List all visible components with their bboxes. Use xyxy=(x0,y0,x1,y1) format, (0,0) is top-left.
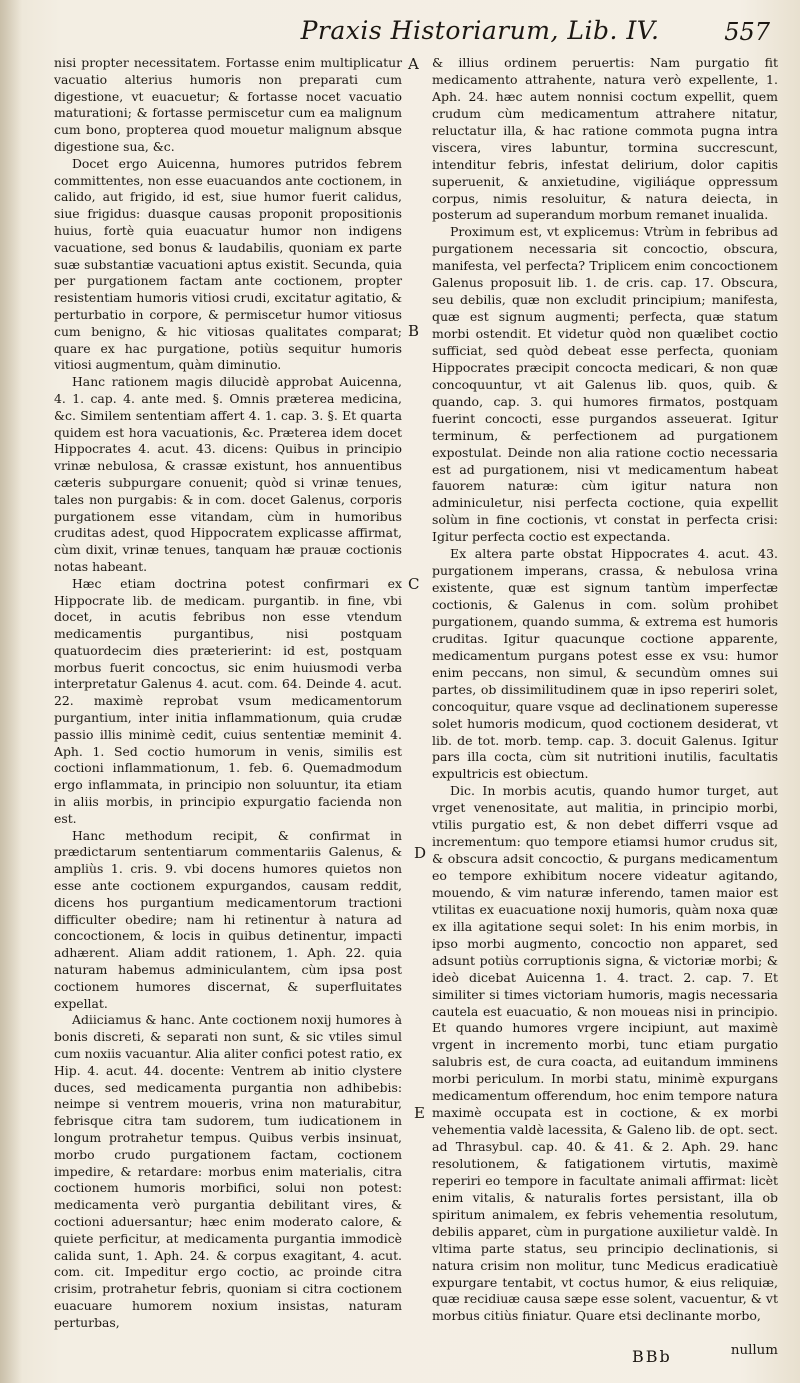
paragraph: Docet ergo Auicenna, humores putridos febrem committentes, non esse euacuandos ante coctionem, in calido, aut frigido, id est, siue humor fuerit calidus, siue frigidus: duasque causas proponit propositionis huius, fortè quia euacuatur humor non indigens vacuatione, sed bonus & laudabilis, quoniam ex parte suæ substantiæ vacuationi aptus existit. Secunda, quia per purgationem factam ante coctionem, propter resistentiam humoris vitiosi crudi, excitatur agitatio, & perturbatio in corpore, & permiscetur humor vitiosus cum benigno, & hic vitiosas qualitates comparat; quare ex hac purgatione, potiùs sequitur humoris vitiosi augmentum, quàm diminutio. xyxy=(54,155,402,373)
paragraph: Proximum est, vt explicemus: Vtrùm in febribus ad purgationem necessaria sit concoctio, obscura, manifesta, vel perfecta? Triplicem enim concoctionem Galenus proposuit lib. 1. de cris. cap. 17. Obscura, seu debilis, quæ non excludit principium; manifesta, quæ est signum augmenti; perfecta, quæ statum morbi ostendit. Et videtur quòd non quælibet coctio sufficiat, sed quòd debeat esse perfecta, quoniam Hippocrates præcipit concocta medicari, & non quæ concoquuntur, vt ait Galenus lib. quos, quib. & quando, cap. 3. qui humores firmatos, postquam fuerint concocti, esse purgandos asseuerat. Igitur terminum, & perfectionem ad purgationem expostulat. Deinde non alia ratione coctio necessaria est ad purgationem, nisi vt medicamentum habeat fauorem naturæ: cùm igitur natura non adminiculetur, nisi perfecta coctione, quia expellit solùm in fine coctionis, vt constat in perfecta crisi: Igitur perfecta coctio est expectanda. xyxy=(432,224,778,545)
right-column xyxy=(432,55,778,1325)
paragraph: Ex altera parte obstat Hippocrates 4. acut. 43. purgationem imperans, crassa, & nebulosa vrina existente, quæ est signum tantùm imperfectæ coctionis, & Galenus in com. solùm prohibet purgationem, quando summa, & extrema est humoris cruditas. Igitur quacunque coctione apparente, medicamentum purgans potest esse ex vsu: humor enim peccans, non simul, & secundùm omnes sui partes, ob dissimilitudinem quæ in ipso reperiri solet, concoquitur, quare vsque ad declinationem superesse solet humoris modicum, quod coctionem desiderat, vt lib. de tot. morb. temp. cap. 3. docuit Galenus. Igitur pars illa cocta, cùm sit nutritioni inutilis, facultatis expultricis est obiectum. xyxy=(432,546,778,782)
margin-letter-a: A xyxy=(408,55,419,73)
gutter-shadow xyxy=(0,0,22,1383)
margin-letter-b: B xyxy=(408,322,420,340)
paragraph: Hanc methodum recipit, & confirmat in prædictarum sententiarum commentariis Galenus, & ampliùs 1. cris. 9. vbi docens humores quietos non esse ante coctionem expurgandos, causam reddit, dicens hos purgantium medicamentorum tractioni difficulter obedire; nam hi retinentur à natura ad concoctionem, & locis in quibus detinentur, impacti adhærent. Aliam addit rationem, 1. Aph. 22. quia naturam habemus adminiculantem, cùm ipsa post coctionem humores discernat, & superfluitates expellat. xyxy=(54,827,402,1011)
paragraph: Adiiciamus & hanc. Ante coctionem noxij humores à bonis discreti, & separati non sunt, & sic vtiles simul cum noxiis vacuantur. Alia aliter confici potest ratio, ex Hip. 4. acut. 44. docente: Ventrem ab initio clystere duces, sed medicamenta purgantia non adhibebis: neimpe si ventrem moueris, vrina non maturabitur, febrisque citra tam sudorem, tum iudicationem in longum protrahetur tempus. Quibus verbis insinuat, morbo crudo purgationem factam, coctionem impedire, & retardare: morbus enim materialis, citra coctionem humoris morbifici, solui non potest: medicamenta verò purgantia debilitant vires, & coctioni aduersantur; hæc enim moderato calore, & quiete perficitur, at medicamenta purgantia immodicè calida sunt, 1. Aph. 24. & corpus exagitant, 4. acut. com. cit. Impeditur ergo coctio, ac proinde citra crisim, protrahetur febris, quoniam si citra coctionem euacuare humorem noxium insistas, naturam perturbas, xyxy=(54,1012,402,1330)
left-column xyxy=(54,55,402,1332)
running-title: Praxis Historiarum, Lib. IV. xyxy=(300,16,660,45)
paragraph: Hæc etiam doctrina potest confirmari ex Hippocrate lib. de medicam. purgantib. in fine, vbi docet, in acutis febribus non esse vtendum medicamentis purgantibus, nisi postquam quatuordecim dies præterierint: id est, postquam morbus fuerit concoctus, sic enim huiusmodi verba interpretatur Galenus 4. acut. com. 64. Deinde 4. acut. 22. maximè reprobat vsum medicamentorum purgantium, inter initia inflammationum, quia crudæ passio illis minimè cedit, cuius sententiæ meminit 4. Aph. 1. Sed coctio humorum in venis, similis est coctioni inflammationum, 1. feb. 6. Quemadmodum ergo inflammata, in principio non soluuntur, ita etiam in aliis morbis, in principio expurgatio facienda non est. xyxy=(54,575,402,826)
paragraph: Hanc rationem magis dilucidè approbat Auicenna, 4. 1. cap. 4. ante med. §. Omnis præterea medicina, &c. Similem sententiam affert 4. 1. cap. 3. §. Et quarta quidem est hora vacuationis, &c. Præterea idem docet Hippocrates 4. acut. 43. dicens: Quibus in principio vrinæ nebulosa, & crassæ existunt, hos annuentibus cæteris subpurgare conuenit; quòd si vrinæ tenues, tales non purgabis: & in com. docet Galenus, corporis purgationem esse vitandam, cùm in humoribus cruditas adest, quod Hippocratem explicasse affirmat, cùm dixit, vrinæ tenues, tanquam hæ prauæ coctionis notas habeant. xyxy=(54,374,402,574)
signature-mark: BBb xyxy=(632,1347,672,1366)
margin-letter-e: E xyxy=(414,1104,425,1122)
margin-letter-c: C xyxy=(408,575,420,593)
margin-letter-d: D xyxy=(414,844,427,862)
page-number: 557 xyxy=(724,18,770,46)
paragraph: Dic. In morbis acutis, quando humor turget, aut vrget venenositate, aut malitia, in principio morbi, vtilis purgatio est, & non debet differri vsque ad incrementum: quo tempore etiamsi humor crudus sit, & obscura adsit concoctio, & purgans medicamentum eo tempore exhibitum nocere videatur agitando, mouendo, & vim naturæ inferendo, tamen maior est vtilitas ex euacuatione noxij humoris, quàm noxa quæ ex illa agitatione sequi solet: In his enim morbis, in ipso morbi augmento, concoctio non apparet, sed adsunt potiùs corruptionis signa, & victoriæ morbi; & ideò dicebat Auicenna 1. 4. tract. 2. cap. 7. Et similiter si times victoriam humoris, magis necessaria cautela est euacuatio, & non moueas nisi in principio. Et quando humores vrgere incipiunt, aut maximè vrgent in incremento morbi, tunc etiam purgatio salubris est, de cura coacta, ad euitandum imminens morbi periculum. In morbi statu, minimè expurgans medicamentum offerendum, hoc enim tempore natura maximè occupata est in coctione, & ex morbi vehementia valdè lacessita, & Galeno lib. de opt. sect. ad Thrasybul. cap. 40. & 41. & 2. Aph. 29. hanc resolutionem, & fatigationem virtutis, maximè reperiri eo tempore in facultate animali affirmat: licèt enim vitalis, & naturalis fortes persistant, illa ob spiritum animalem, ex febris vehementia resolutum, debilis apparet, cùm in purgatione auxilietur valdè. In vltima parte status, seu principio declinationis, si natura crisim non molitur, tunc Medicus eradicatiuè expurgare tentabit, vt coctus humor, & eius reliquiæ, quæ recidiuæ causa sæpe esse solent, vacuentur, & vt morbus citiùs finiatur. Quare etsi declinante morbo, xyxy=(432,783,778,1324)
catchword: nullum xyxy=(730,1343,778,1358)
paragraph: & illius ordinem peruertis: Nam purgatio fit medicamento attrahente, natura verò expellente, 1. Aph. 24. hæc autem nonnisi coctum expellit, quem crudum cùm medicamentum attrahere nitatur, reluctatur illa, & hac ratione commota pugna intra viscera, vires labuntur, tormina succrescunt, intenditur febris, infestat delirium, dolor capitis superuenit, & anxietudine, vigiliáque oppressum corpus, nimis resoluitur, & natura deiecta, in posterum ad superandum morbum remanet inualida. xyxy=(432,55,778,223)
paragraph: nisi propter necessitatem. Fortasse enim multiplicatur vacuatio alterius humoris non preparati cum digestione, vt euacuetur; & fortasse nocet vacuatio maturationi; & fortasse permiscetur cum ea malignum cum bono, propterea quod mouetur malignum absque digestione sua, &c. xyxy=(54,55,402,154)
